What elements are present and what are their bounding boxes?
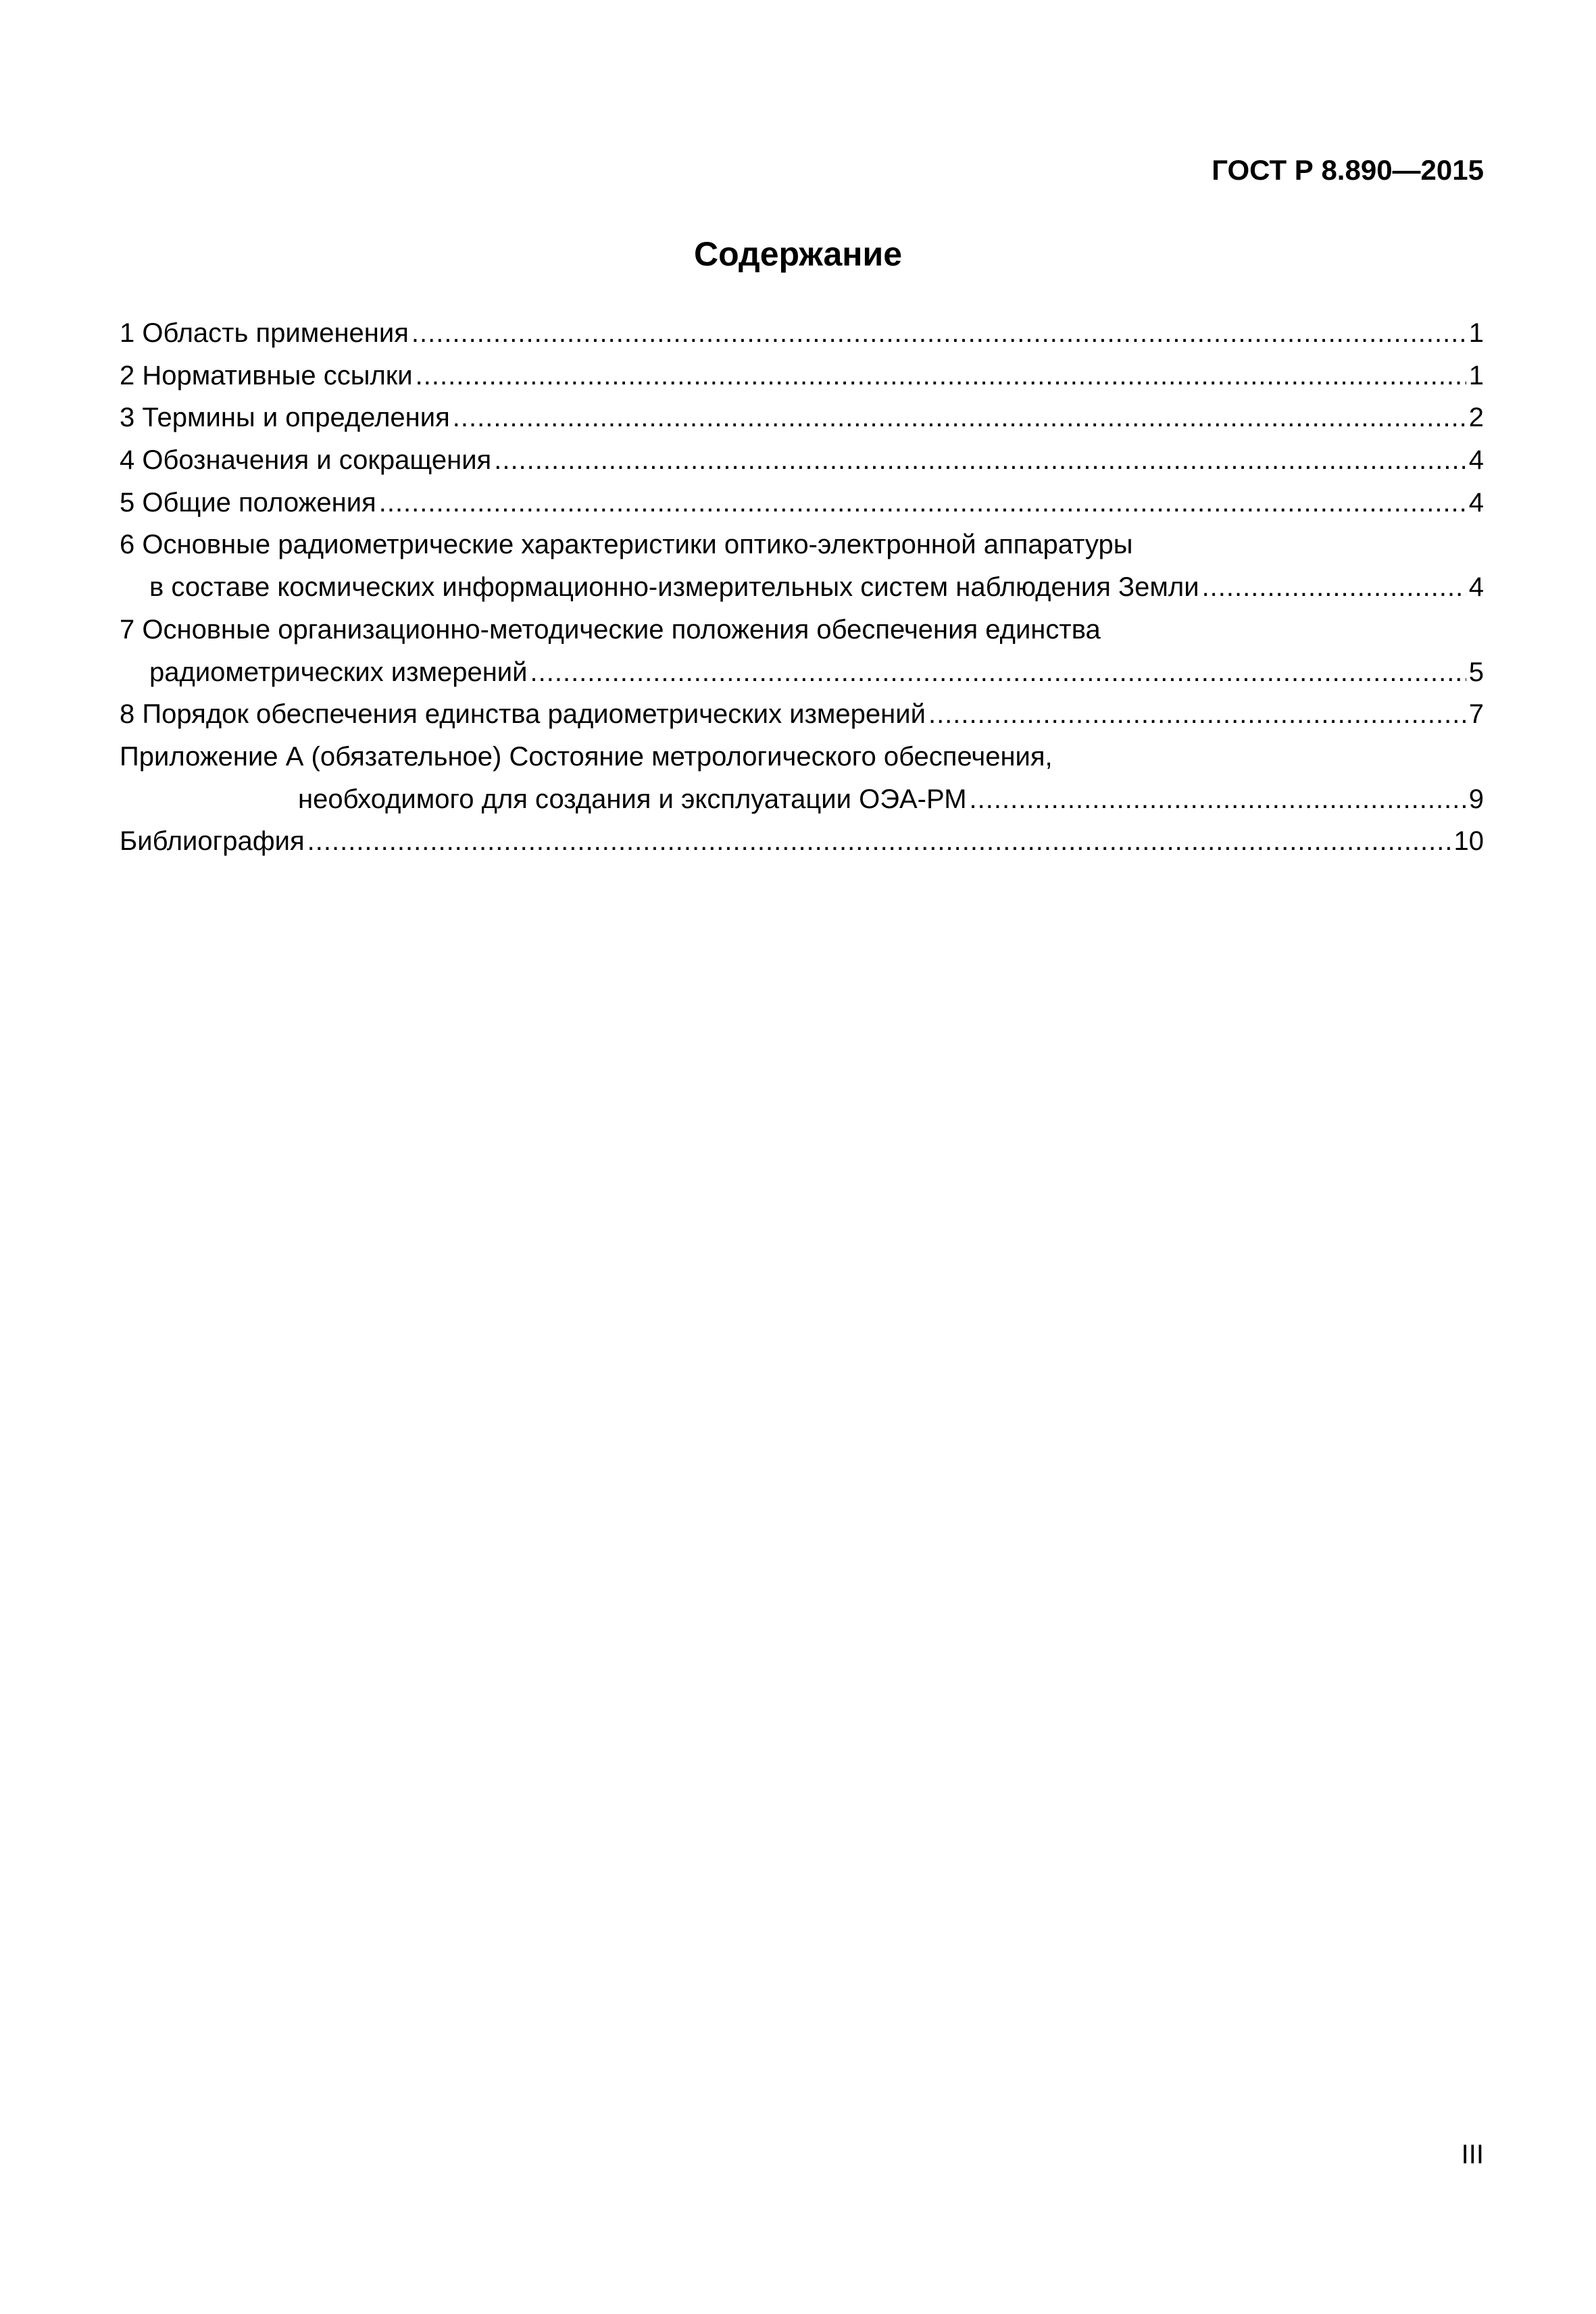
toc-entry-page: 4	[1468, 572, 1484, 603]
toc-entry-text: 5 Общие положения	[120, 487, 376, 518]
toc-entry-text: 3 Термины и определения	[120, 403, 450, 433]
dot-leader	[307, 820, 1451, 863]
table-of-contents	[120, 312, 1484, 863]
toc-entry-symbols-abbreviations[interactable]	[120, 439, 1484, 482]
dot-leader	[412, 312, 1466, 355]
toc-title: Содержание	[693, 235, 903, 273]
toc-entry-appendix-a[interactable]	[120, 736, 1484, 820]
toc-entry-page: 4	[1468, 487, 1484, 518]
toc-entry-page: 4	[1468, 445, 1484, 476]
toc-entry-procedure[interactable]	[120, 693, 1484, 736]
toc-entry-text-line2: в составе космических информационно-измерительных систем наблюдения Земли	[149, 572, 1199, 603]
toc-entry-radiometric-characteristics[interactable]	[120, 524, 1484, 608]
document-code: ГОСТ Р 8.890—2015	[1212, 154, 1484, 186]
toc-entry-bibliography[interactable]	[120, 820, 1484, 863]
dot-leader	[970, 778, 1466, 821]
toc-entry-text: 4 Обозначения и сокращения	[120, 445, 492, 476]
toc-entry-page: 10	[1453, 826, 1484, 857]
toc-entry-terms-definitions[interactable]	[120, 397, 1484, 439]
toc-entry-page: 1	[1468, 360, 1484, 391]
dot-leader	[530, 651, 1466, 694]
dot-leader	[1202, 566, 1466, 609]
toc-entry-page: 2	[1468, 403, 1484, 433]
toc-entry-text: 8 Порядок обеспечения единства радиометрических измерений	[120, 699, 926, 730]
toc-entry-page: 9	[1468, 784, 1484, 814]
toc-entry-text-line2: радиометрических измерений	[149, 657, 528, 687]
toc-entry-text-line1: Приложение А (обязательное) Состояние метрологического обеспечения,	[120, 741, 1053, 772]
dot-leader	[416, 355, 1466, 397]
toc-entry-page: 5	[1468, 657, 1484, 687]
page-number: III	[1461, 2140, 1484, 2169]
toc-entry-page: 7	[1468, 699, 1484, 730]
toc-entry-text: 2 Нормативные ссылки	[120, 360, 413, 391]
toc-entry-text-line1: 7 Основные организационно-методические положения обеспечения единства	[120, 614, 1101, 645]
dot-leader	[379, 482, 1466, 524]
toc-entry-text: Библиография	[120, 826, 305, 857]
toc-entry-general-provisions[interactable]	[120, 482, 1484, 524]
dot-leader	[453, 397, 1466, 439]
dot-leader	[494, 439, 1466, 482]
dot-leader	[928, 693, 1466, 736]
toc-entry-text-line1: 6 Основные радиометрические характеристики оптико-электронной аппаратуры	[120, 530, 1133, 560]
toc-entry-scope[interactable]	[120, 312, 1484, 355]
toc-entry-organizational-methodical[interactable]	[120, 609, 1484, 693]
toc-entry-normative-references[interactable]	[120, 355, 1484, 397]
toc-entry-text-line2: необходимого для создания и эксплуатации ОЭА-РМ	[298, 784, 967, 814]
toc-entry-text: 1 Область применения	[120, 318, 409, 348]
toc-entry-page: 1	[1468, 318, 1484, 348]
